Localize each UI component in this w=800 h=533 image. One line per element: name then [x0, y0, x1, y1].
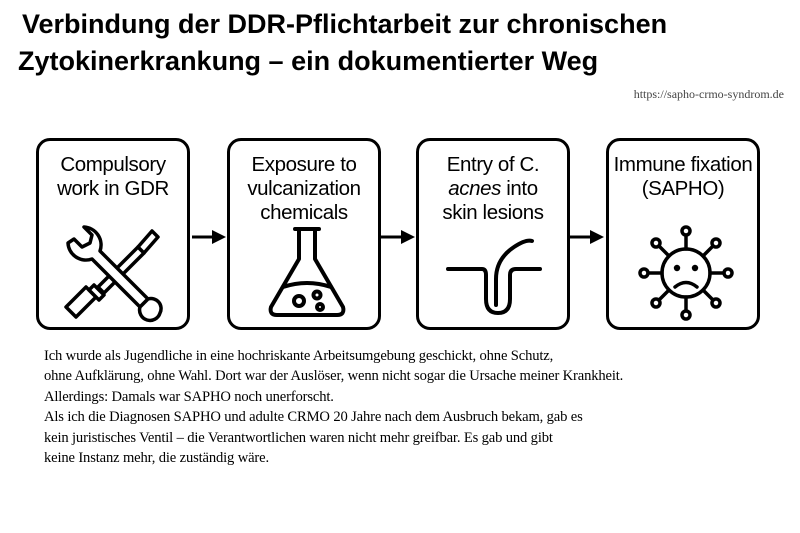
arrow-icon: [570, 229, 604, 245]
hair-follicle-icon: [436, 223, 556, 323]
arrow-icon: [192, 229, 226, 245]
step-card-compulsory-work: [36, 138, 190, 330]
paragraph-line: Allerdings: Damals war SAPHO noch unerforscht.: [44, 388, 334, 405]
paragraph-line: keine Instanz mehr, die zuständig wäre.: [44, 450, 269, 467]
paragraph-line: Ich wurde als Jugendliche in eine hochriskante Arbeitsumgebung geschickt, ohne Schutz,: [44, 348, 554, 364]
source-url: https://sapho-crmo-syndrom.de: [633, 87, 784, 101]
step-card-immune-fixation: [606, 138, 760, 330]
step-label: Compulsory work in GDR: [57, 153, 169, 200]
arrow-icon: [381, 229, 415, 245]
step-label: Entry of C. acnes into skin lesions: [442, 153, 544, 224]
paragraph-line: ohne Aufklärung, ohne Wahl. Dort war der Auslöser, wenn nicht sogar die Ursache meiner Krankheit.: [44, 368, 624, 385]
flask-icon: [247, 223, 367, 323]
step-card-c-acnes-entry: [416, 138, 570, 330]
diagram-title: [18, 6, 798, 80]
paragraph-line: kein juristisches Ventil – die Verantwortlichen waren nicht mehr greifbar. Es gab und gibt: [44, 429, 553, 446]
wrench-screwdriver-icon: [56, 223, 176, 323]
step-label: Exposure to vulcanization chemicals: [247, 153, 361, 224]
sad-virus-icon: [626, 223, 746, 323]
step-card-vulcanization-chemicals: [227, 138, 381, 330]
title-line-2: Zytokinerkrankung – ein dokumentierter Weg: [18, 46, 599, 76]
paragraph-line: Als ich die Diagnosen SAPHO und adulte CRMO 20 Jahre nach dem Ausbruch bekam, gab es: [44, 409, 583, 426]
explanation-paragraph: [44, 346, 794, 468]
step-label: Immune fixation (SAPHO): [613, 153, 753, 200]
title-line-1: Verbindung der DDR-Pflichtarbeit zur chronischen: [22, 9, 668, 39]
